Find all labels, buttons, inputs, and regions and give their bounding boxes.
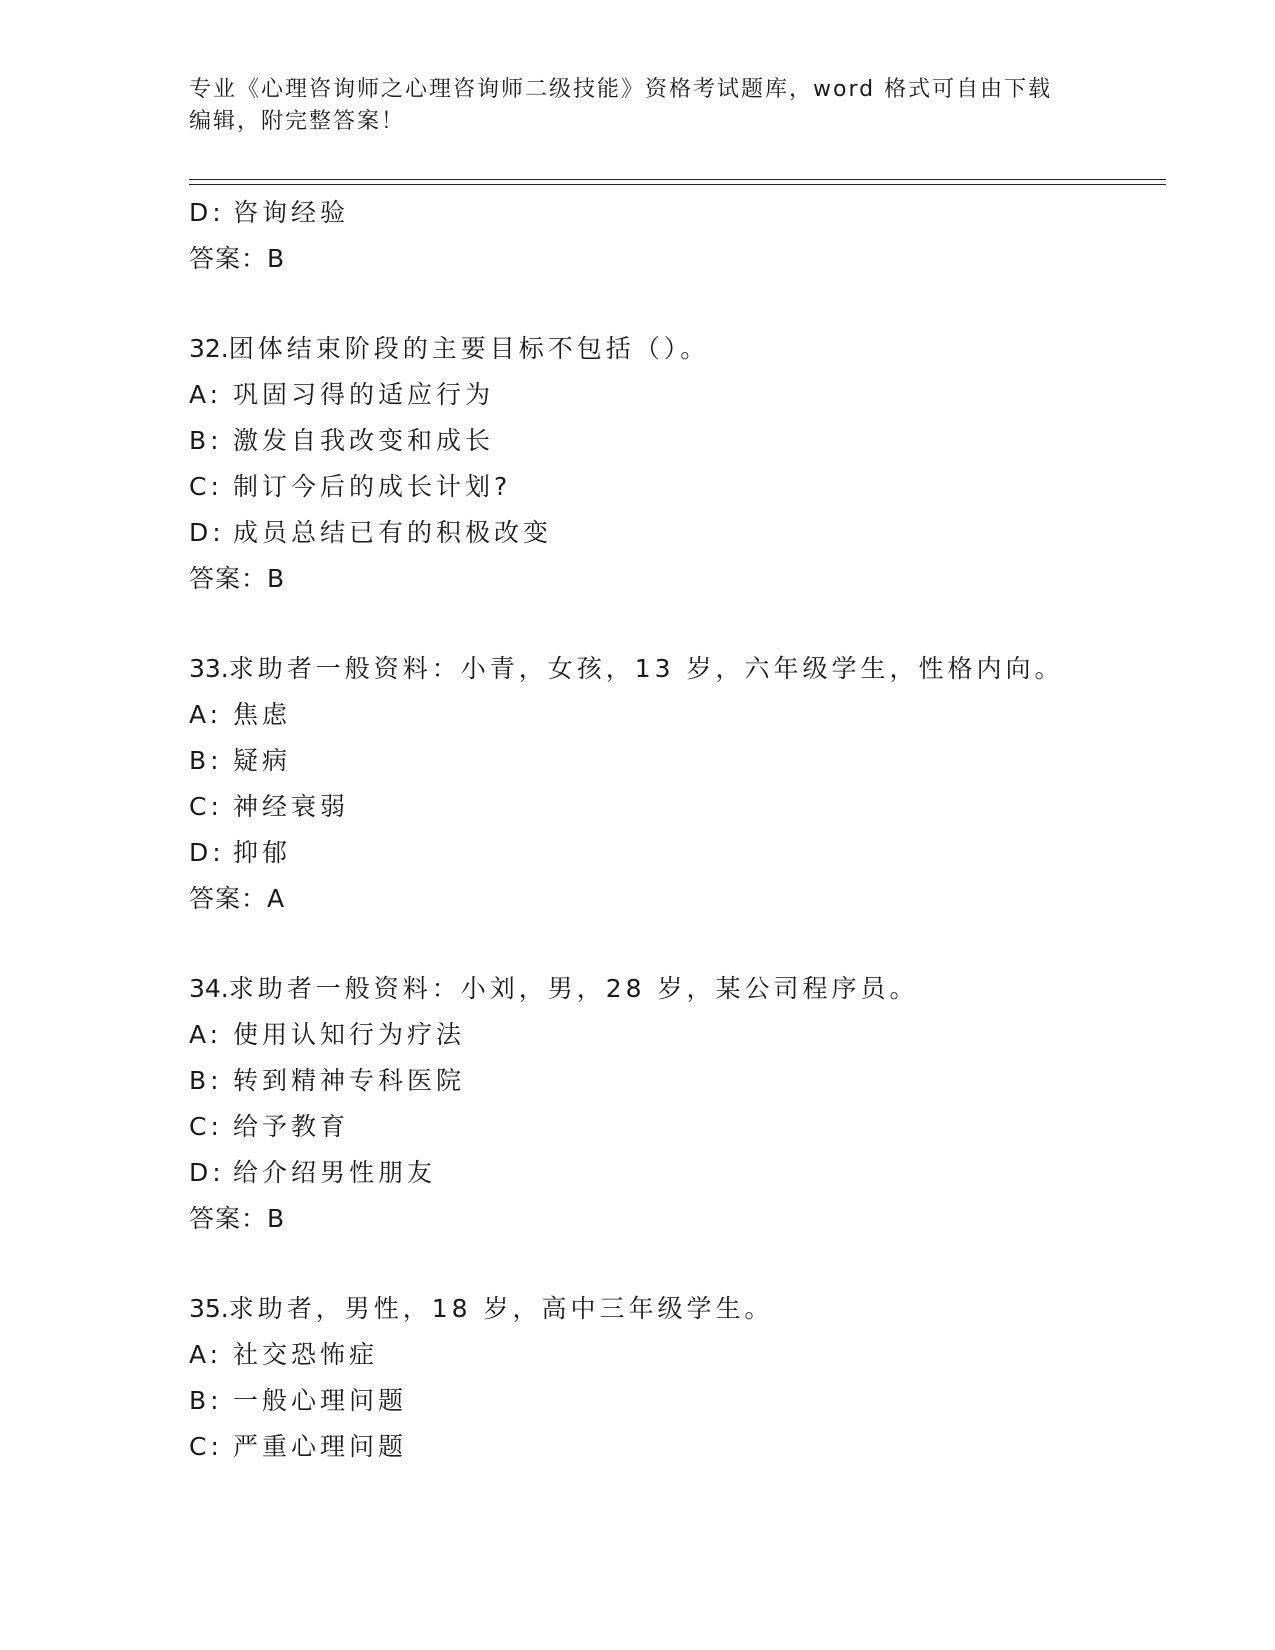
question-text: 团体结束阶段的主要目标不包括（）。 [228,334,710,363]
option-line [189,464,1169,510]
option-text: 转到精神专科医院 [233,1066,466,1095]
option-label: B: [189,1066,223,1095]
option-text: 巩固习得的适应行为 [233,380,495,409]
option-text: 给予教育 [233,1112,350,1141]
option-label: B: [189,1386,223,1415]
option-label: D: [189,518,225,547]
option-label: C: [189,1112,223,1141]
option-label: D: [189,838,225,867]
option-line [189,372,1169,418]
document-header [189,74,1089,138]
option-label: A: [189,1020,223,1049]
option-label: A: [189,700,223,729]
option-text: 激发自我改变和成长 [233,426,495,455]
question-number: 34. [189,974,229,1003]
option-text: 一般心理问题 [233,1386,408,1415]
question-stem [189,646,1169,692]
question-stem [189,1286,1169,1332]
option-line [189,1424,1169,1470]
option-text: 使用认知行为疗法 [233,1020,466,1049]
spacer [189,1242,1169,1286]
option-line [189,1378,1169,1424]
spacer [189,282,1169,326]
option-line [189,1104,1169,1150]
option-label: C: [189,1432,223,1461]
question-text: 求助者一般资料：小青，女孩，13 岁，六年级学生，性格内向。 [228,654,1064,683]
option-text: 神经衰弱 [233,792,350,821]
answer-line: 答案：A [189,884,286,913]
option-text: 焦虑 [233,700,292,729]
question-list [189,190,1169,1470]
option-line [189,418,1169,464]
option-text: 疑病 [233,746,292,775]
option-line [189,784,1169,830]
question-number: 33. [189,654,229,683]
option-label: B: [189,426,223,455]
option-text: 社交恐怖症 [233,1340,379,1369]
option-label: A: [189,380,223,409]
option-line [189,190,1169,236]
question-number: 32. [189,334,229,363]
option-label: C: [189,792,223,821]
answer-line: 答案：B [189,244,286,273]
answer-line: 答案：B [189,1204,286,1233]
option-label: C: [189,472,223,501]
spacer [189,922,1169,966]
header-line-1: 专业《心理咨询师之心理咨询师二级技能》资格考试题库，word 格式可自由下载 [189,77,1053,102]
option-line [189,830,1169,876]
option-line [189,1012,1169,1058]
option-text: 严重心理问题 [233,1432,408,1461]
question-text: 求助者，男性，18 岁，高中三年级学生。 [228,1294,774,1323]
option-line [189,738,1169,784]
answer-line: 答案：B [189,564,286,593]
option-label: B: [189,746,223,775]
option-line [189,510,1169,556]
option-text: 制订今后的成长计划? [233,472,512,501]
header-rule-bottom [189,184,1166,185]
option-text: 给介绍男性朋友 [233,1158,437,1187]
header-line-2: 编辑，附完整答案！ [189,109,406,134]
question-stem [189,326,1169,372]
question-number: 35. [189,1294,229,1323]
option-line [189,1332,1169,1378]
question-text: 求助者一般资料：小刘，男，28 岁，某公司程序员。 [228,974,919,1003]
option-text: 咨询经验 [233,198,350,227]
option-line [189,1150,1169,1196]
option-label: A: [189,1340,223,1369]
option-text: 成员总结已有的积极改变 [233,518,553,547]
header-rule-top [189,179,1166,180]
option-label: D: [189,198,225,227]
option-text: 抑郁 [233,838,292,867]
question-stem [189,966,1169,1012]
option-label: D: [189,1158,225,1187]
spacer [189,602,1169,646]
option-line [189,692,1169,738]
option-line [189,1058,1169,1104]
